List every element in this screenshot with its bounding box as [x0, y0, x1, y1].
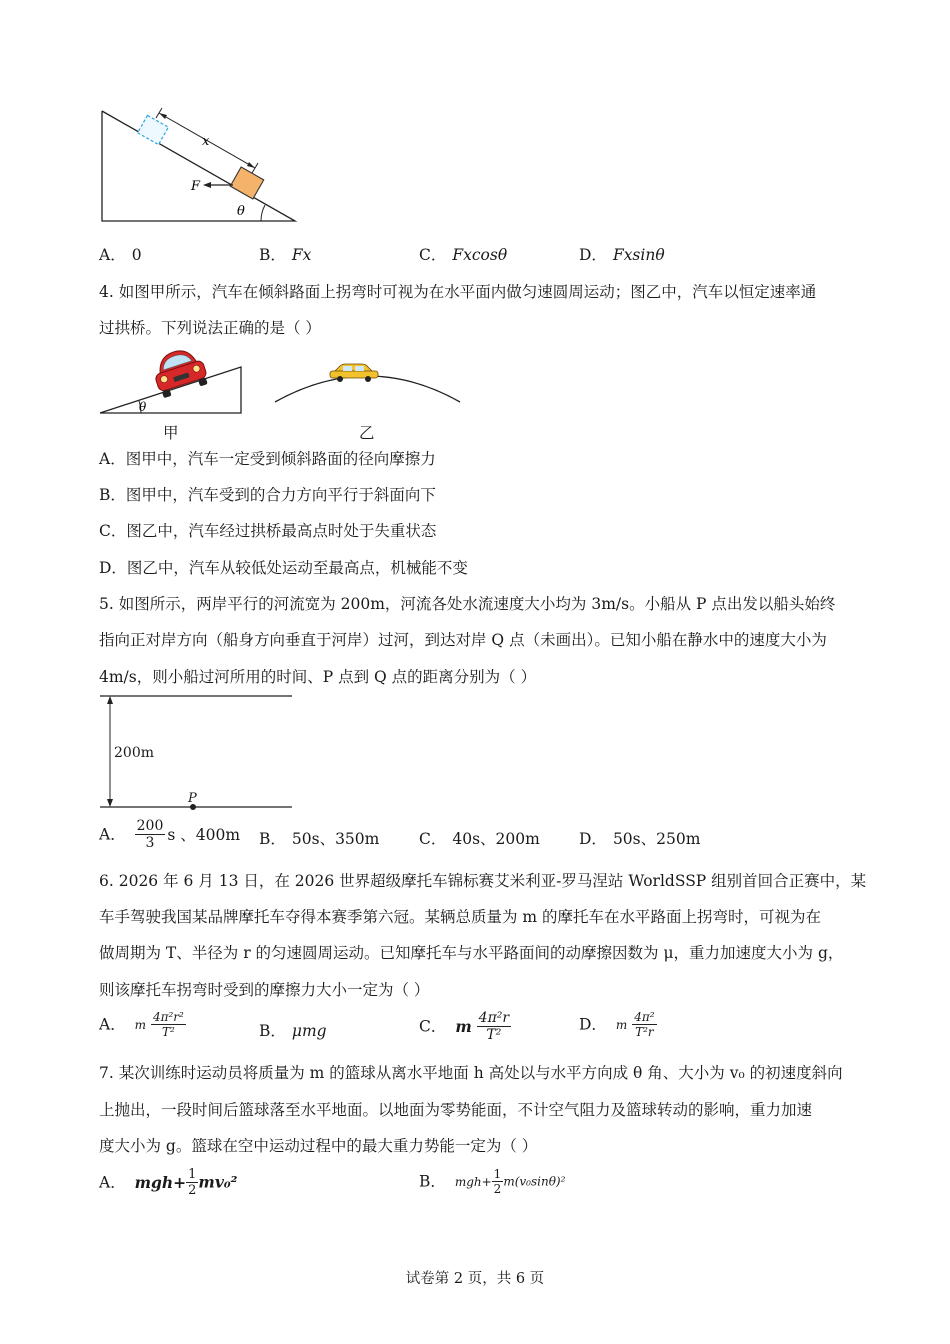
q4-option-c[interactable]: C．图乙中，汽车经过拱桥最高点时处于失重状态: [99, 522, 437, 540]
option-letter: C．: [419, 246, 447, 264]
q3-option-b[interactable]: [259, 244, 311, 266]
q4-option-b[interactable]: B．图甲中，汽车受到的合力方向平行于斜面向下: [99, 486, 436, 504]
q5-option-c[interactable]: [419, 828, 540, 850]
option-text: Fxcosθ: [452, 246, 508, 264]
incline-block-figure: [95, 105, 305, 230]
option-text: 0: [131, 246, 142, 264]
fraction-one-half: $\frac{1}{2}$: [493, 1167, 502, 1196]
fraction-200-over-3: $\frac{200}{3}$: [136, 818, 164, 851]
q4-option-d[interactable]: D．图乙中，汽车从较低处运动至最高点，机械能不变: [99, 559, 468, 577]
q4-stem-line1: 4. 如图甲所示，汽车在倾斜路面上拐弯时可视为在水平面内做匀速圆周运动；图乙中，汽车以恒定速率通: [99, 283, 817, 301]
option-text: μmg: [291, 1022, 327, 1040]
option-text: s 、400m: [167, 825, 241, 844]
q7-option-b[interactable]: B． mgh+ $\frac{1}{2}$ m(v₀sinθ)²: [419, 1167, 566, 1196]
option-letter: B．: [259, 1022, 286, 1040]
option-letter: B．: [259, 246, 286, 264]
river-width-label: 200m: [114, 745, 154, 761]
figure-label-F: F: [191, 179, 201, 194]
fraction: $\frac{\text{4π²r}}{\text{T²}}$: [478, 1010, 510, 1043]
red-car-icon: [149, 345, 209, 399]
q6-stem-line3: 做周期为 T、半径为 r 的匀速圆周运动。已知摩托车与水平路面间的动摩擦因数为 μ，重力加速度大小为 g，: [99, 944, 844, 962]
option-letter: A．: [99, 825, 126, 844]
q3-option-a[interactable]: [99, 244, 142, 266]
q5-option-a[interactable]: [99, 819, 240, 850]
page-footer: 试卷第 2 页，共 6 页: [405, 1271, 545, 1287]
fraction: $\frac{\text{4π²r²}}{\text{T²}}$: [152, 1010, 184, 1039]
q5-option-b[interactable]: [259, 828, 379, 850]
option-letter: C．: [419, 830, 447, 848]
figure-label-theta: θ: [237, 204, 245, 219]
q3-option-d[interactable]: [579, 244, 665, 266]
yellow-car-icon: [330, 364, 378, 382]
option-letter: C．: [419, 1017, 447, 1036]
q5-stem-line3: 4m/s，则小船过河所用的时间、P 点到 Q 点的距离分别为（ ）: [99, 668, 537, 686]
q5-option-d[interactable]: [579, 828, 700, 850]
q4-option-a[interactable]: A．图甲中，汽车一定受到倾斜路面的径向摩擦力: [99, 450, 436, 468]
option-letter: D．: [579, 830, 607, 848]
option-letter: B．: [419, 1172, 446, 1191]
option-letter: A．: [99, 1173, 126, 1192]
figure-label-theta: θ: [139, 400, 147, 414]
q4-stem-line2: 过拱桥。下列说法正确的是（ ）: [99, 319, 321, 337]
q6-stem-line2: 车手驾驶我国某品牌摩托车夺得本赛季第六冠。某辆总质量为 m 的摩托车在水平路面上拐弯时，可视为在: [99, 908, 822, 926]
option-letter: B．: [259, 830, 286, 848]
option-text: 50s、250m: [612, 830, 701, 848]
option-letter: A．: [99, 246, 126, 264]
point-p-label: P: [188, 791, 197, 806]
q6-stem-line1: 6. 2026 年 6 月 13 日，在 2026 世界超级摩托车锦标赛艾米利亚-罗马涅站 WorldSSP 组别首回合正赛中，某: [99, 872, 867, 890]
q5-stem-line2: 指向正对岸方向（船身方向垂直于河岸）过河，到达对岸 Q 点（未画出）。已知小船在静水中的速度大小为: [99, 631, 827, 649]
fraction: $\frac{\text{4π²}}{\text{T²r}}$: [634, 1010, 655, 1039]
q7-stem-line2: 上抛出，一段时间后篮球落至水平地面。以地面为零势能面，不计空气阻力及篮球转动的影响，重力加速: [99, 1101, 813, 1119]
option-text: Fxsinθ: [612, 246, 665, 264]
option-letter: A．: [99, 1015, 126, 1034]
q6-option-d[interactable]: D． m $\frac{\text{4π²}}{\text{T²r}}$: [579, 1010, 655, 1039]
option-letter: D．: [579, 1015, 607, 1034]
q7-stem-line1: 7. 某次训练时运动员将质量为 m 的篮球从离水平地面 h 高处以与水平方向成 θ 角、大小为 v₀ 的初速度斜向: [99, 1064, 843, 1082]
q7-option-a[interactable]: A． mgh+ $\frac{1}{2}$ mv₀²: [99, 1167, 238, 1198]
option-text: 50s、350m: [291, 830, 380, 848]
figure-label-x: x: [202, 134, 210, 149]
arch-bridge-figure: [270, 355, 470, 410]
option-letter: D．: [579, 246, 607, 264]
q6-option-a[interactable]: A． m $\frac{\text{4π²r²}}{\text{T²}}$: [99, 1010, 184, 1039]
figure-caption-jia: 甲: [163, 424, 179, 442]
option-text: Fx: [291, 246, 312, 264]
q3-option-c[interactable]: [419, 244, 507, 266]
fraction-one-half: $\frac{1}{2}$: [188, 1167, 197, 1198]
q6-option-b[interactable]: [259, 1020, 327, 1042]
option-text: 40s、200m: [452, 830, 540, 848]
q7-stem-line3: 度大小为 g。篮球在空中运动过程中的最大重力势能一定为（ ）: [99, 1137, 538, 1155]
figure-caption-yi: 乙: [359, 424, 375, 442]
q6-stem-line4: 则该摩托车拐弯时受到的摩擦力大小一定为（ ）: [99, 981, 430, 999]
q6-option-c[interactable]: C． m $\frac{\text{4π²r}}{\text{T²}}$: [419, 1010, 510, 1043]
q5-stem-line1: 5. 如图所示，两岸平行的河流宽为 200m，河流各处水流速度大小均为 3m/s。小船从 P 点出发以船头始终: [99, 595, 836, 613]
